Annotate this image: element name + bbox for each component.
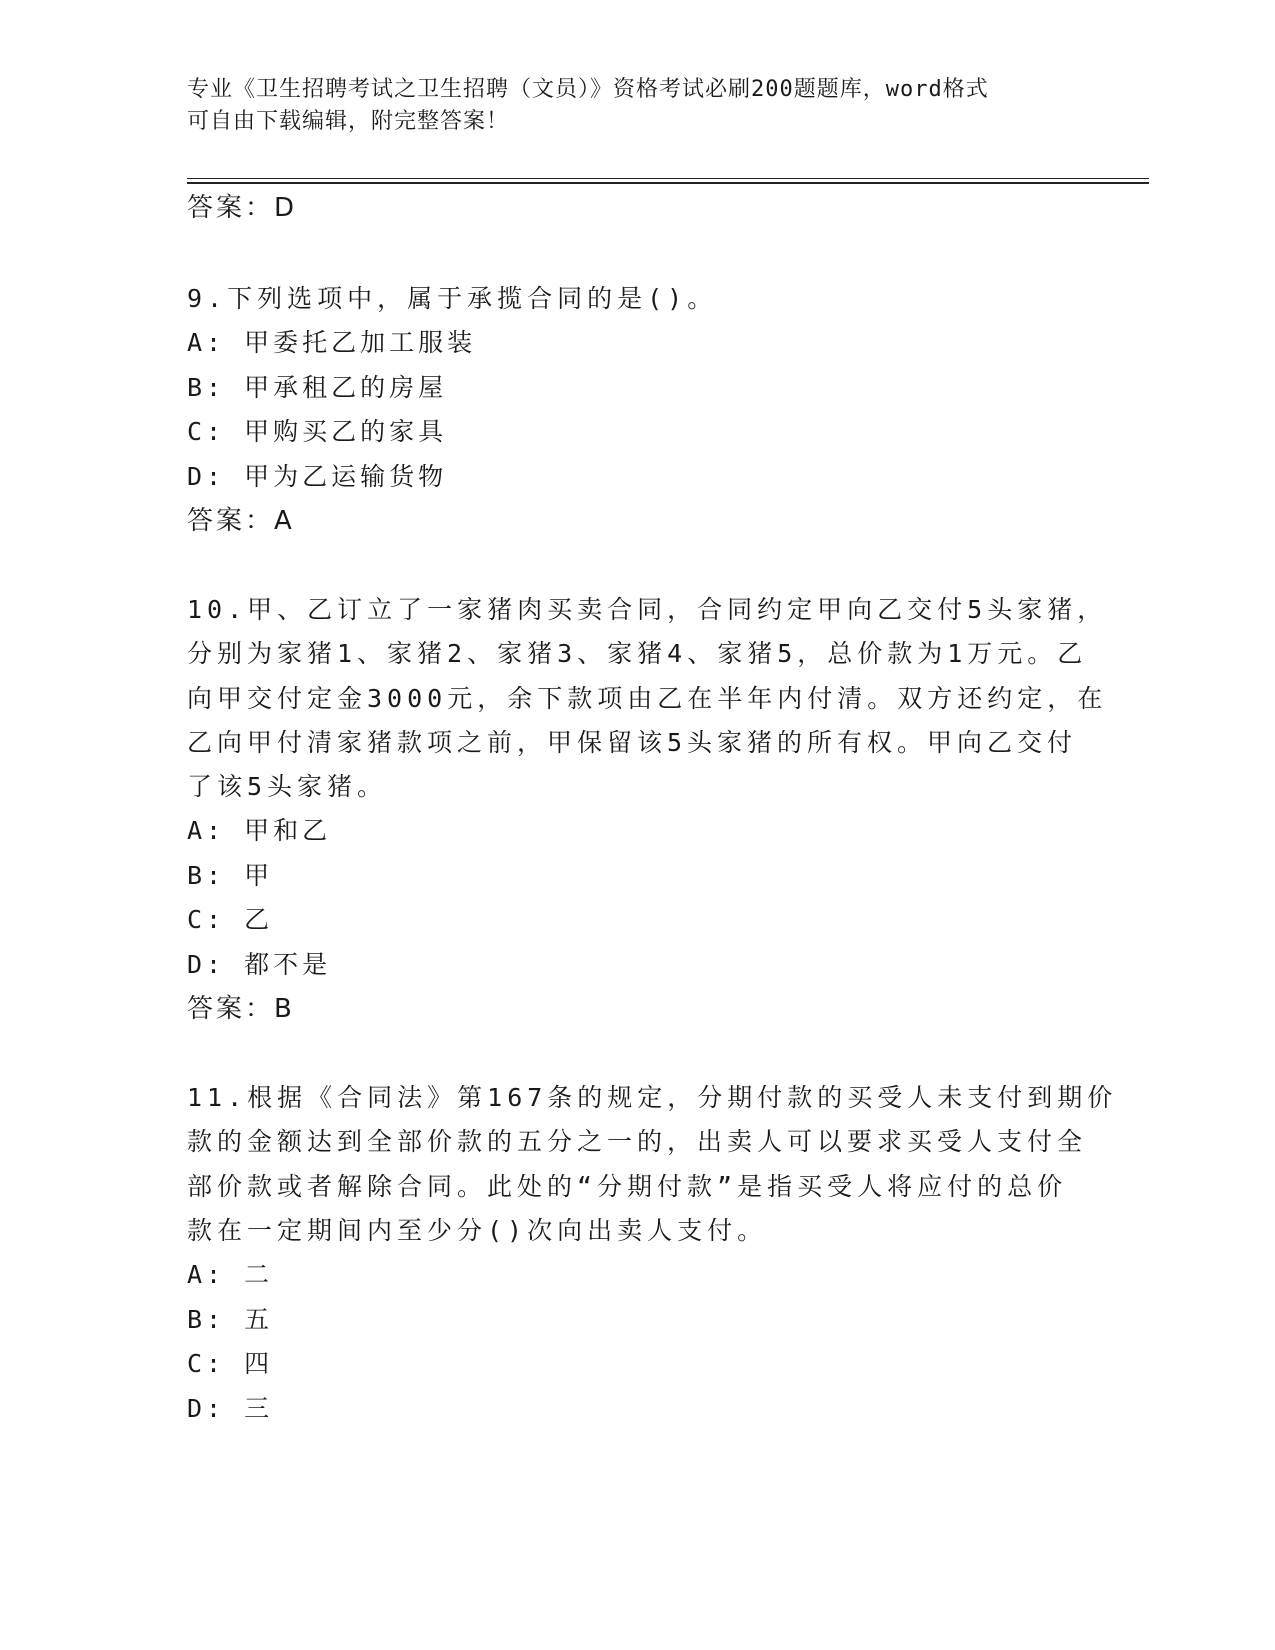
question-10-stem-line: 乙向甲付清家猪款项之前，甲保留该5头家猪的所有权。甲向乙交付: [187, 728, 1078, 757]
question-9-option-a: A: 甲委托乙加工服装: [187, 328, 477, 357]
previous-answer: 答案：D: [187, 193, 298, 223]
question-10-option-a: A: 甲和乙: [187, 816, 332, 845]
document-header: [187, 74, 1147, 138]
question-9-option-c: C: 甲购买乙的家具: [187, 417, 448, 446]
question-11-stem-line: 款的金额达到全部价款的五分之一的，出卖人可以要求买受人支付全: [187, 1127, 1088, 1156]
question-9-stem: 9.下列选项中，属于承揽合同的是()。: [187, 284, 718, 313]
question-10-option-d: D: 都不是: [187, 950, 332, 979]
question-11-option-d: D: 三: [187, 1394, 274, 1423]
question-10-option-b: B: 甲: [187, 861, 274, 890]
question-11-option-c: C: 四: [187, 1349, 274, 1378]
question-10-stem-line: 10.甲、乙订立了一家猪肉买卖合同，合同约定甲向乙交付5头家猪，: [187, 595, 1108, 624]
question-11-stem-line: 11.根据《合同法》第167条的规定，分期付款的买受人未支付到期价: [187, 1083, 1118, 1112]
question-10-stem-line: 向甲交付定金3000元，余下款项由乙在半年内付清。双方还约定，在: [187, 684, 1108, 713]
question-9-answer: 答案：A: [187, 506, 295, 536]
question-10-option-c: C: 乙: [187, 905, 274, 934]
question-11-option-a: A: 二: [187, 1260, 274, 1289]
header-divider: [187, 178, 1149, 179]
header-line-1: 专业《卫生招聘考试之卫生招聘（文员）》资格考试必刷200题题库，word格式: [187, 77, 989, 102]
question-11-option-b: B: 五: [187, 1305, 274, 1334]
header-line-2: 可自由下载编辑，附完整答案！: [187, 109, 510, 134]
question-10-stem-line: 了该5头家猪。: [187, 772, 388, 801]
question-11-stem-line: 款在一定期间内至少分()次向出卖人支付。: [187, 1216, 768, 1245]
question-9-option-b: B: 甲承租乙的房屋: [187, 373, 448, 402]
question-10-stem-line: 分别为家猪1、家猪2、家猪3、家猪4、家猪5，总价款为1万元。乙: [187, 639, 1088, 668]
header-divider-bold: [187, 182, 1149, 184]
question-9-option-d: D: 甲为乙运输货物: [187, 462, 448, 491]
question-10-answer: 答案：B: [187, 994, 295, 1024]
question-11-stem-line: 部价款或者解除合同。此处的“分期付款”是指买受人将应付的总价: [187, 1172, 1068, 1201]
